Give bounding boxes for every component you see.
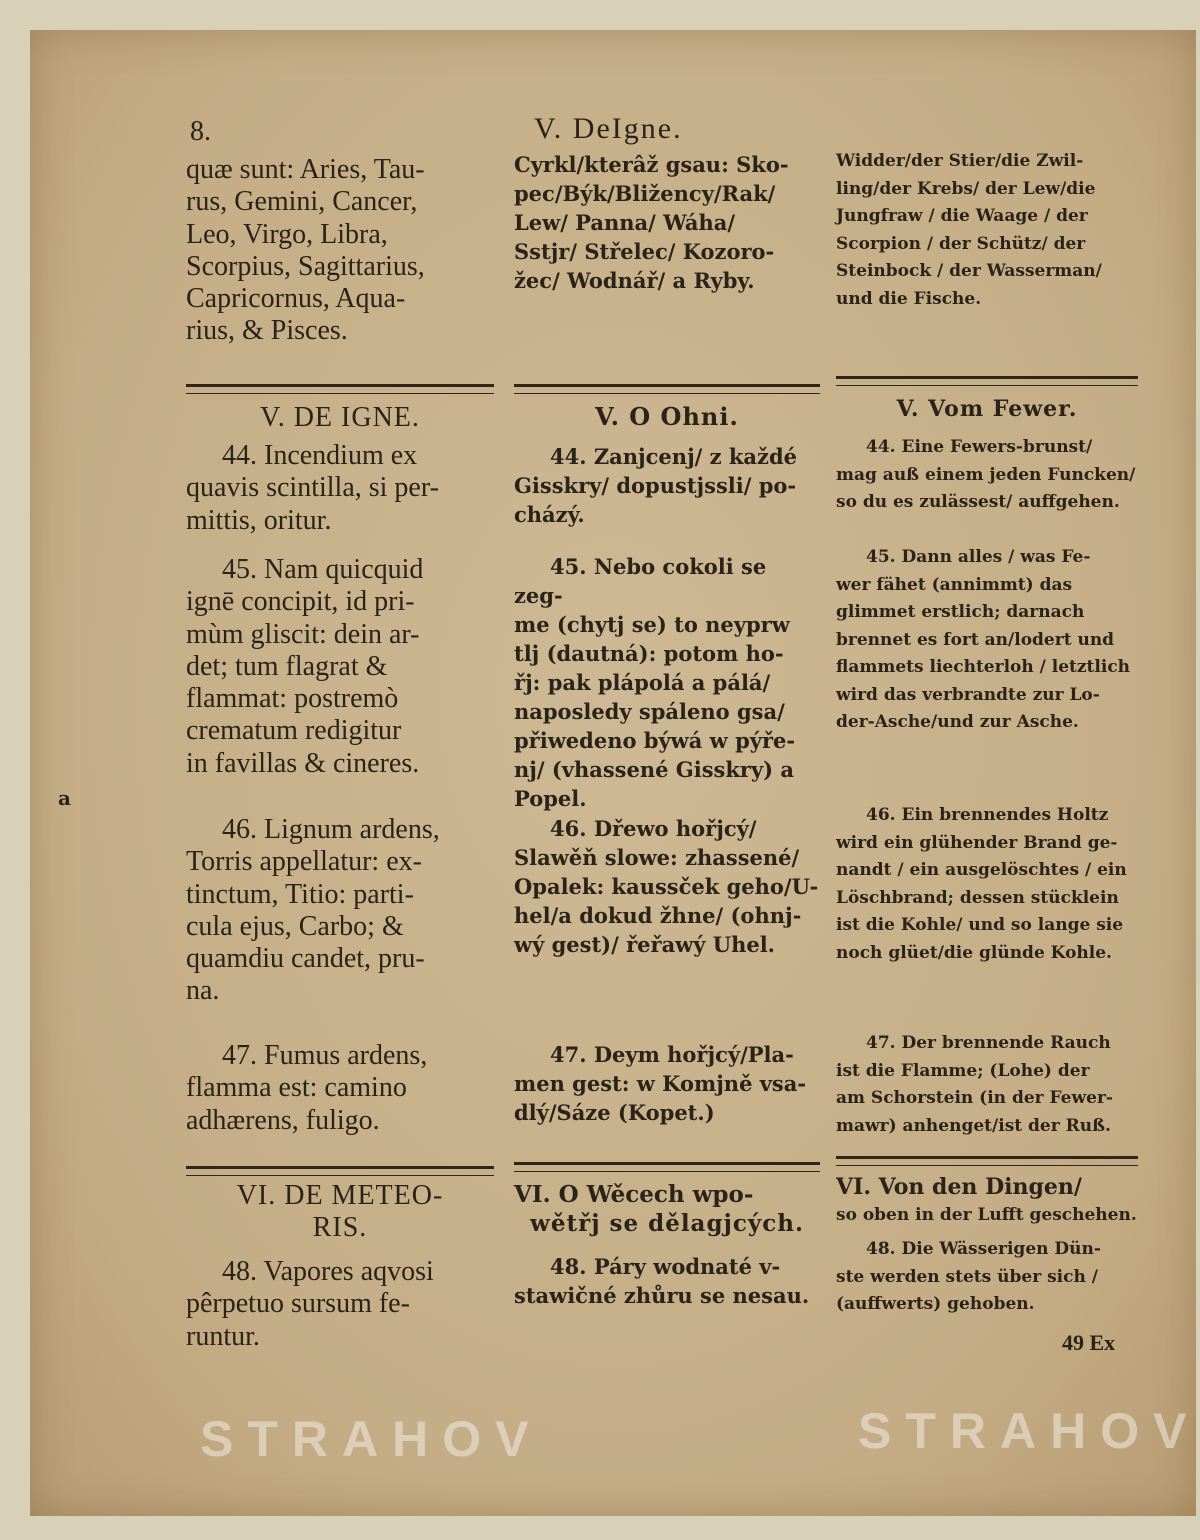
text-line: Torris appellatur: ex- bbox=[186, 846, 422, 878]
paragraph-48-latin bbox=[186, 1256, 494, 1353]
text-line: 48. Páry wodnaté v- bbox=[550, 1254, 781, 1279]
text-line: Scorpius, Sagittarius, bbox=[186, 250, 425, 282]
text-line: ste werden stets über sich / bbox=[836, 1266, 1098, 1287]
section-heading-v-latin: V. DE IGNE. bbox=[260, 402, 420, 433]
text-line: so oben in der Lufft geschehen. bbox=[836, 1204, 1137, 1225]
text-line: und die Fische. bbox=[836, 288, 982, 309]
text-line: cula ejus, Carbo; & bbox=[186, 910, 404, 942]
text-line: pêrpetuo sursum fe- bbox=[186, 1288, 410, 1320]
paragraph-45-latin bbox=[186, 554, 494, 780]
text-line: žec/ Wodnář/ a Ryby. bbox=[514, 268, 755, 293]
divider bbox=[186, 384, 494, 394]
text-line: flammets liechterloh / letztlich bbox=[836, 657, 1131, 677]
text-line: ignē concipit, id pri- bbox=[186, 586, 415, 618]
text-line: det; tum flagrat & bbox=[186, 650, 388, 682]
text-line: crematum redigitur bbox=[186, 715, 402, 747]
paragraph-48-german bbox=[836, 1236, 1150, 1319]
text-line: nj/ (vhassené Gisskry) a bbox=[514, 757, 795, 782]
section-heading-vi-latin bbox=[186, 1180, 494, 1245]
margin-mark: a bbox=[58, 786, 71, 810]
text-line: quavis scintilla, si per- bbox=[186, 472, 439, 504]
text-line: men gest: w Komjně vsa- bbox=[514, 1071, 807, 1096]
text-line: am Schorstein (in der Fewer- bbox=[836, 1088, 1113, 1108]
text-line: naposledy spáleno gsa/ bbox=[514, 699, 785, 724]
text-line: 44. Zanjcenj/ z každé bbox=[550, 444, 798, 469]
running-head: V. DeIgne. bbox=[534, 112, 683, 145]
text-line: so du es zulässest/ auffgehen. bbox=[836, 492, 1120, 512]
text-line: 46. Lignum ardens, bbox=[222, 814, 440, 845]
text-line: Jungfraw / die Waage / der bbox=[836, 206, 1088, 226]
catchword: 49 Ex bbox=[1062, 1330, 1116, 1355]
text-line: Löschbrand; dessen stücklein bbox=[836, 887, 1119, 908]
text-line: quæ sunt: Aries, Tau- bbox=[186, 154, 425, 185]
text-line: me (chytj se) to neyprw bbox=[514, 612, 790, 637]
text-line: mittis, oritur. bbox=[186, 504, 332, 536]
text-line: brennet es fort an/lodert und bbox=[836, 629, 1115, 650]
czech-intro bbox=[514, 150, 820, 295]
text-line: 45. Nam quicquid bbox=[222, 554, 424, 585]
text-line: 44. Incendium ex bbox=[222, 440, 418, 471]
text-line: 47. Der brennende Rauch bbox=[866, 1033, 1111, 1053]
text-line: noch glüet/die glünde Kohle. bbox=[836, 942, 1112, 963]
text-line: flamma est: camino bbox=[186, 1072, 407, 1104]
text-line: VI. Von den Dingen/ bbox=[836, 1174, 1082, 1200]
text-line: 45. Nebo cokoli se zeg- bbox=[514, 554, 767, 608]
text-line: VI. O Wěcech wpo- bbox=[514, 1181, 754, 1208]
paragraph-44-czech bbox=[514, 442, 820, 529]
text-line: wer fähet (annimmt) das bbox=[836, 574, 1073, 595]
text-line: Scorpion / der Schütz/ der bbox=[836, 233, 1086, 254]
text-line: 48. Vapores aqvosi bbox=[222, 1256, 434, 1287]
text-line: tlj (dautná): potom ho- bbox=[514, 641, 784, 666]
text-line: na. bbox=[186, 975, 220, 1007]
text-line: glimmet erstlich; darnach bbox=[836, 602, 1085, 622]
text-line: runtur. bbox=[186, 1320, 260, 1352]
text-line: Opalek: kaussček geho/U- bbox=[514, 874, 819, 899]
paragraph-47-german bbox=[836, 1030, 1150, 1140]
library-watermark: STRAHOV bbox=[200, 1411, 543, 1467]
section-heading-v-czech: V. O Ohni. bbox=[595, 402, 739, 431]
text-line: 47. Fumus ardens, bbox=[222, 1040, 428, 1071]
text-line: dlý/Sáze (Kopet.) bbox=[514, 1100, 715, 1125]
text-line: rus, Gemini, Cancer, bbox=[186, 186, 418, 218]
text-line: 46. Ein brennendes Holtz bbox=[866, 805, 1109, 825]
text-line: mawr) anhenget/ist der Ruß. bbox=[836, 1115, 1111, 1136]
text-line: quamdiu candet, pru- bbox=[186, 943, 425, 975]
library-watermark: STRAHOV bbox=[858, 1403, 1200, 1459]
text-line: Cyrkl/kterâž gsau: Sko- bbox=[514, 152, 789, 177]
paragraph-48-czech bbox=[514, 1252, 820, 1310]
text-line: Slawěň slowe: zhassené/ bbox=[514, 845, 800, 870]
paragraph-47-czech bbox=[514, 1040, 820, 1127]
text-line: cházý. bbox=[514, 502, 585, 527]
text-line: Popel. bbox=[514, 786, 587, 811]
section-heading-vi-czech bbox=[514, 1180, 820, 1238]
text-line: řj: pak plápolá a pálá/ bbox=[514, 670, 771, 695]
text-line: wětřj se dělagjcých. bbox=[530, 1210, 804, 1237]
text-line: ist die Kohle/ und so lange sie bbox=[836, 915, 1124, 935]
text-line: mag auß einem jeden Funcken/ bbox=[836, 464, 1136, 485]
text-line: RIS. bbox=[312, 1212, 368, 1244]
text-line: ling/der Krebs/ der Lew/die bbox=[836, 178, 1096, 199]
paragraph-45-czech bbox=[514, 552, 820, 813]
text-line: Widder/der Stier/die Zwil- bbox=[836, 151, 1084, 171]
text-line: rius, & Pisces. bbox=[186, 315, 348, 347]
text-line: flammat: postremò bbox=[186, 683, 399, 715]
text-line: tinctum, Titio: parti- bbox=[186, 878, 414, 910]
divider bbox=[836, 376, 1138, 386]
text-line: adhærens, fuligo. bbox=[186, 1104, 380, 1136]
text-line: Gisskry/ dopustjssli/ po- bbox=[514, 473, 797, 498]
paragraph-47-latin bbox=[186, 1040, 494, 1137]
divider bbox=[836, 1156, 1138, 1166]
text-line: Lew/ Panna/ Wáha/ bbox=[514, 210, 736, 235]
page-number: 8. bbox=[190, 116, 211, 147]
text-line: hel/a dokud žhne/ (ohnj- bbox=[514, 903, 802, 928]
text-line: 45. Dann alles / was Fe- bbox=[866, 547, 1091, 567]
text-line: nandt / ein ausgelöschtes / ein bbox=[836, 860, 1127, 880]
section-heading-v-german: V. Vom Fewer. bbox=[896, 396, 1078, 422]
text-line: VI. DE METEO- bbox=[236, 1180, 444, 1211]
text-line: pec/Býk/Bližency/Rak/ bbox=[514, 181, 776, 206]
paragraph-46-german bbox=[836, 802, 1150, 967]
text-line: wird ein glühender Brand ge- bbox=[836, 832, 1118, 853]
paragraph-46-latin bbox=[186, 814, 494, 1008]
text-line: 47. Deym hořjcý/Pla- bbox=[550, 1042, 794, 1067]
text-line: wý gest)/ řeřawý Uhel. bbox=[514, 932, 775, 957]
text-line: (auffwerts) gehoben. bbox=[836, 1294, 1035, 1314]
book-page bbox=[30, 30, 1200, 1516]
text-line: wird das verbrandte zur Lo- bbox=[836, 684, 1100, 705]
divider bbox=[514, 1162, 820, 1172]
german-intro bbox=[836, 148, 1150, 313]
text-line: 46. Dřewo hořjcý/ bbox=[550, 816, 757, 841]
paragraph-44-german bbox=[836, 434, 1150, 517]
text-line: Leo, Virgo, Libra, bbox=[186, 218, 388, 250]
paragraph-45-german bbox=[836, 544, 1150, 737]
text-line: in favillas & cineres. bbox=[186, 747, 420, 779]
text-line: přiwedeno býwá w pýře- bbox=[514, 728, 796, 753]
text-line: der-Asche/und zur Asche. bbox=[836, 712, 1079, 732]
latin-intro bbox=[186, 154, 494, 348]
text-line: Sstjr/ Střelec/ Kozoro- bbox=[514, 239, 775, 264]
text-line: Steinbock / der Wasserman/ bbox=[836, 261, 1102, 281]
text-line: ist die Flamme; (Lohe) der bbox=[836, 1060, 1090, 1081]
paragraph-44-latin bbox=[186, 440, 494, 537]
divider bbox=[186, 1166, 494, 1176]
text-line: stawičné zhůru se nesau. bbox=[514, 1283, 810, 1308]
text-line: Capricornus, Aqua- bbox=[186, 283, 406, 315]
text-line: 48. Die Wässerigen Dün- bbox=[866, 1239, 1101, 1259]
divider bbox=[514, 384, 820, 394]
text-line: 44. Eine Fewers-brunst/ bbox=[866, 437, 1093, 457]
text-line: mùm gliscit: dein ar- bbox=[186, 618, 420, 650]
paragraph-46-czech bbox=[514, 814, 820, 959]
section-heading-vi-german bbox=[836, 1174, 1150, 1229]
